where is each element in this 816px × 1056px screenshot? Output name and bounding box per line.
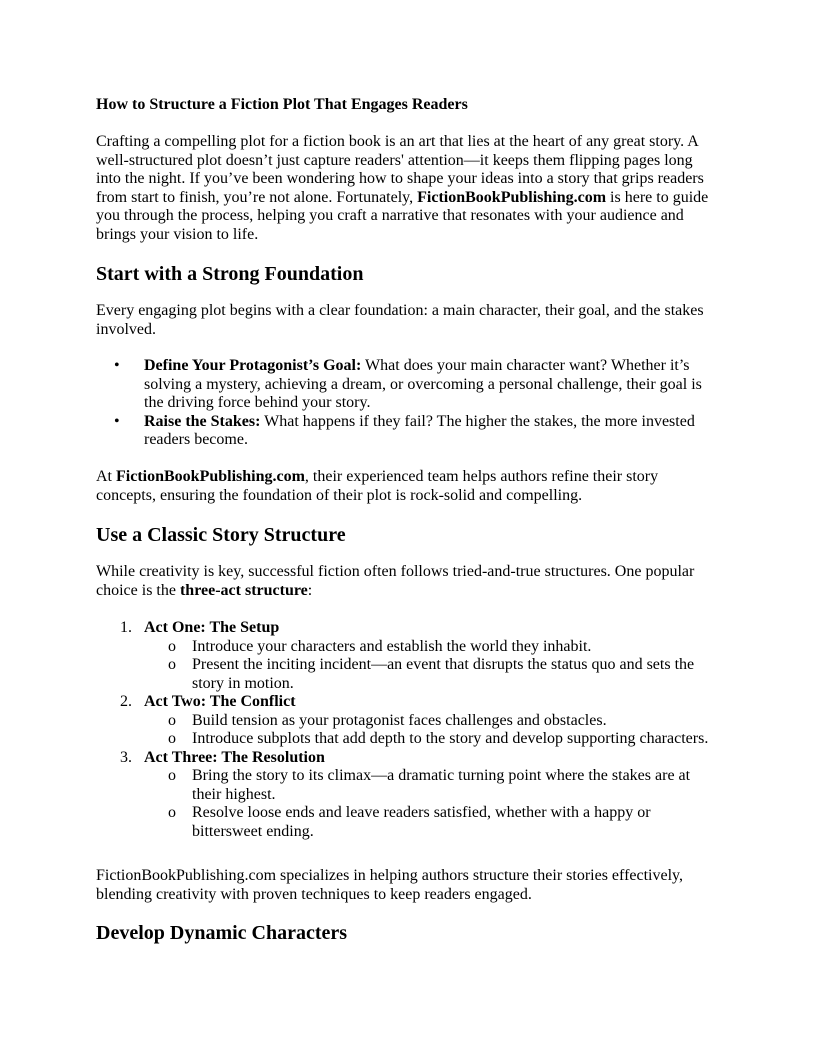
section-heading-characters: Develop Dynamic Characters (96, 922, 348, 944)
bullet-item (96, 357, 720, 413)
closing-text-end: , their experienced team helps authors refine their story concepts, ensuring the foundation of their plot is rock-solid and compelling. (96, 468, 659, 504)
sub-item-text: Bring the story to its climax—a dramatic turning point where the stakes are at their highest. (192, 767, 691, 803)
intro-text-end: is here to guide you through the process, helping you craft a narrative that resonates with your audience and brings your vision to life. (96, 188, 709, 243)
closing-text-start: At (96, 468, 116, 485)
circle-bullet-icon: o (168, 656, 176, 673)
foundation-closing-paragraph (96, 468, 720, 505)
sub-item-text: Introduce your characters and establish the world they inhabit. (192, 637, 592, 655)
bullet-text: What does your main character want? Whether it’s solving a mystery, achieving a dream, or overcoming a personal challenge, their goal is the driving force behind your story. (144, 357, 702, 411)
sub-item (144, 638, 720, 657)
section-heading-foundation: Start with a Strong Foundation (96, 263, 364, 285)
circle-bullet-icon: o (168, 711, 176, 729)
intro-brand-name: FictionBookPublishing.com (417, 188, 607, 206)
foundation-paragraph: Every engaging plot begins with a clear foundation: a main character, their goal, and the stakes involved. (96, 302, 704, 338)
structure-text-start: While creativity is key, successful fiction often follows tried-and-true structures. One popular choice is the (96, 563, 695, 599)
circle-bullet-icon: o (168, 804, 176, 821)
section-heading-structure: Use a Classic Story Structure (96, 524, 346, 546)
intro-text-start: Crafting a compelling plot for a fiction book is an art that lies at the heart of any great story. A well-structured plot doesn’t just capture readers' attention—it keeps them flipping pages long into the night. If you’ve been wondering how to shape your ideas into a story that grips readers from start to finish, you’re not alone. Fortunately, (96, 133, 704, 206)
act-sub-list (144, 712, 720, 749)
sub-item-text: Present the inciting incident—an event that disrupts the status quo and sets the story in motion. (192, 656, 695, 692)
acts-numbered-list (96, 619, 720, 841)
bullet-text: What happens if they fail? The higher the stakes, the more invested readers become. (144, 412, 695, 448)
act-number: 1. (120, 619, 132, 636)
structure-closing-paragraph: FictionBookPublishing.com specializes in helping authors structure their stories effectively, blending creativity with proven techniques to keep readers engaged. (96, 867, 683, 903)
act-sub-list (144, 638, 720, 694)
act-title: Act One: The Setup (144, 619, 280, 636)
sub-item-text: Build tension as your protagonist faces challenges and obstacles. (192, 711, 607, 729)
structure-bold-term: three-act structure (179, 581, 308, 599)
bullet-icon: • (114, 357, 120, 374)
circle-bullet-icon: o (168, 767, 176, 784)
sub-item (144, 730, 720, 749)
sub-item (144, 712, 720, 731)
bullet-label: Define Your Protagonist’s Goal: (144, 357, 362, 374)
circle-bullet-icon: o (168, 637, 176, 655)
sub-item-text: Introduce subplots that add depth to the story and develop supporting characters. (192, 730, 709, 747)
structure-text-end: : (307, 581, 313, 599)
closing-brand-name: FictionBookPublishing.com (116, 468, 305, 485)
sub-item (144, 767, 720, 804)
sub-item (144, 656, 720, 693)
sub-item-text: Resolve loose ends and leave readers satisfied, whether with a happy or bittersweet ending. (192, 804, 651, 840)
bullet-icon: • (114, 412, 120, 430)
foundation-bullet-list (96, 357, 720, 450)
act-item (96, 693, 720, 749)
act-item (96, 749, 720, 842)
sub-item (144, 804, 720, 841)
act-item (96, 619, 720, 693)
act-number: 2. (120, 693, 132, 710)
bullet-label: Raise the Stakes: (144, 412, 261, 430)
document-title: How to Structure a Fiction Plot That Engages Readers (96, 96, 468, 113)
act-title: Act Two: The Conflict (144, 693, 296, 710)
act-title: Act Three: The Resolution (144, 748, 325, 766)
structure-paragraph (96, 563, 720, 600)
act-number: 3. (120, 748, 132, 766)
circle-bullet-icon: o (168, 730, 176, 747)
bullet-item (96, 413, 720, 450)
intro-paragraph (96, 133, 720, 244)
act-sub-list (144, 767, 720, 841)
